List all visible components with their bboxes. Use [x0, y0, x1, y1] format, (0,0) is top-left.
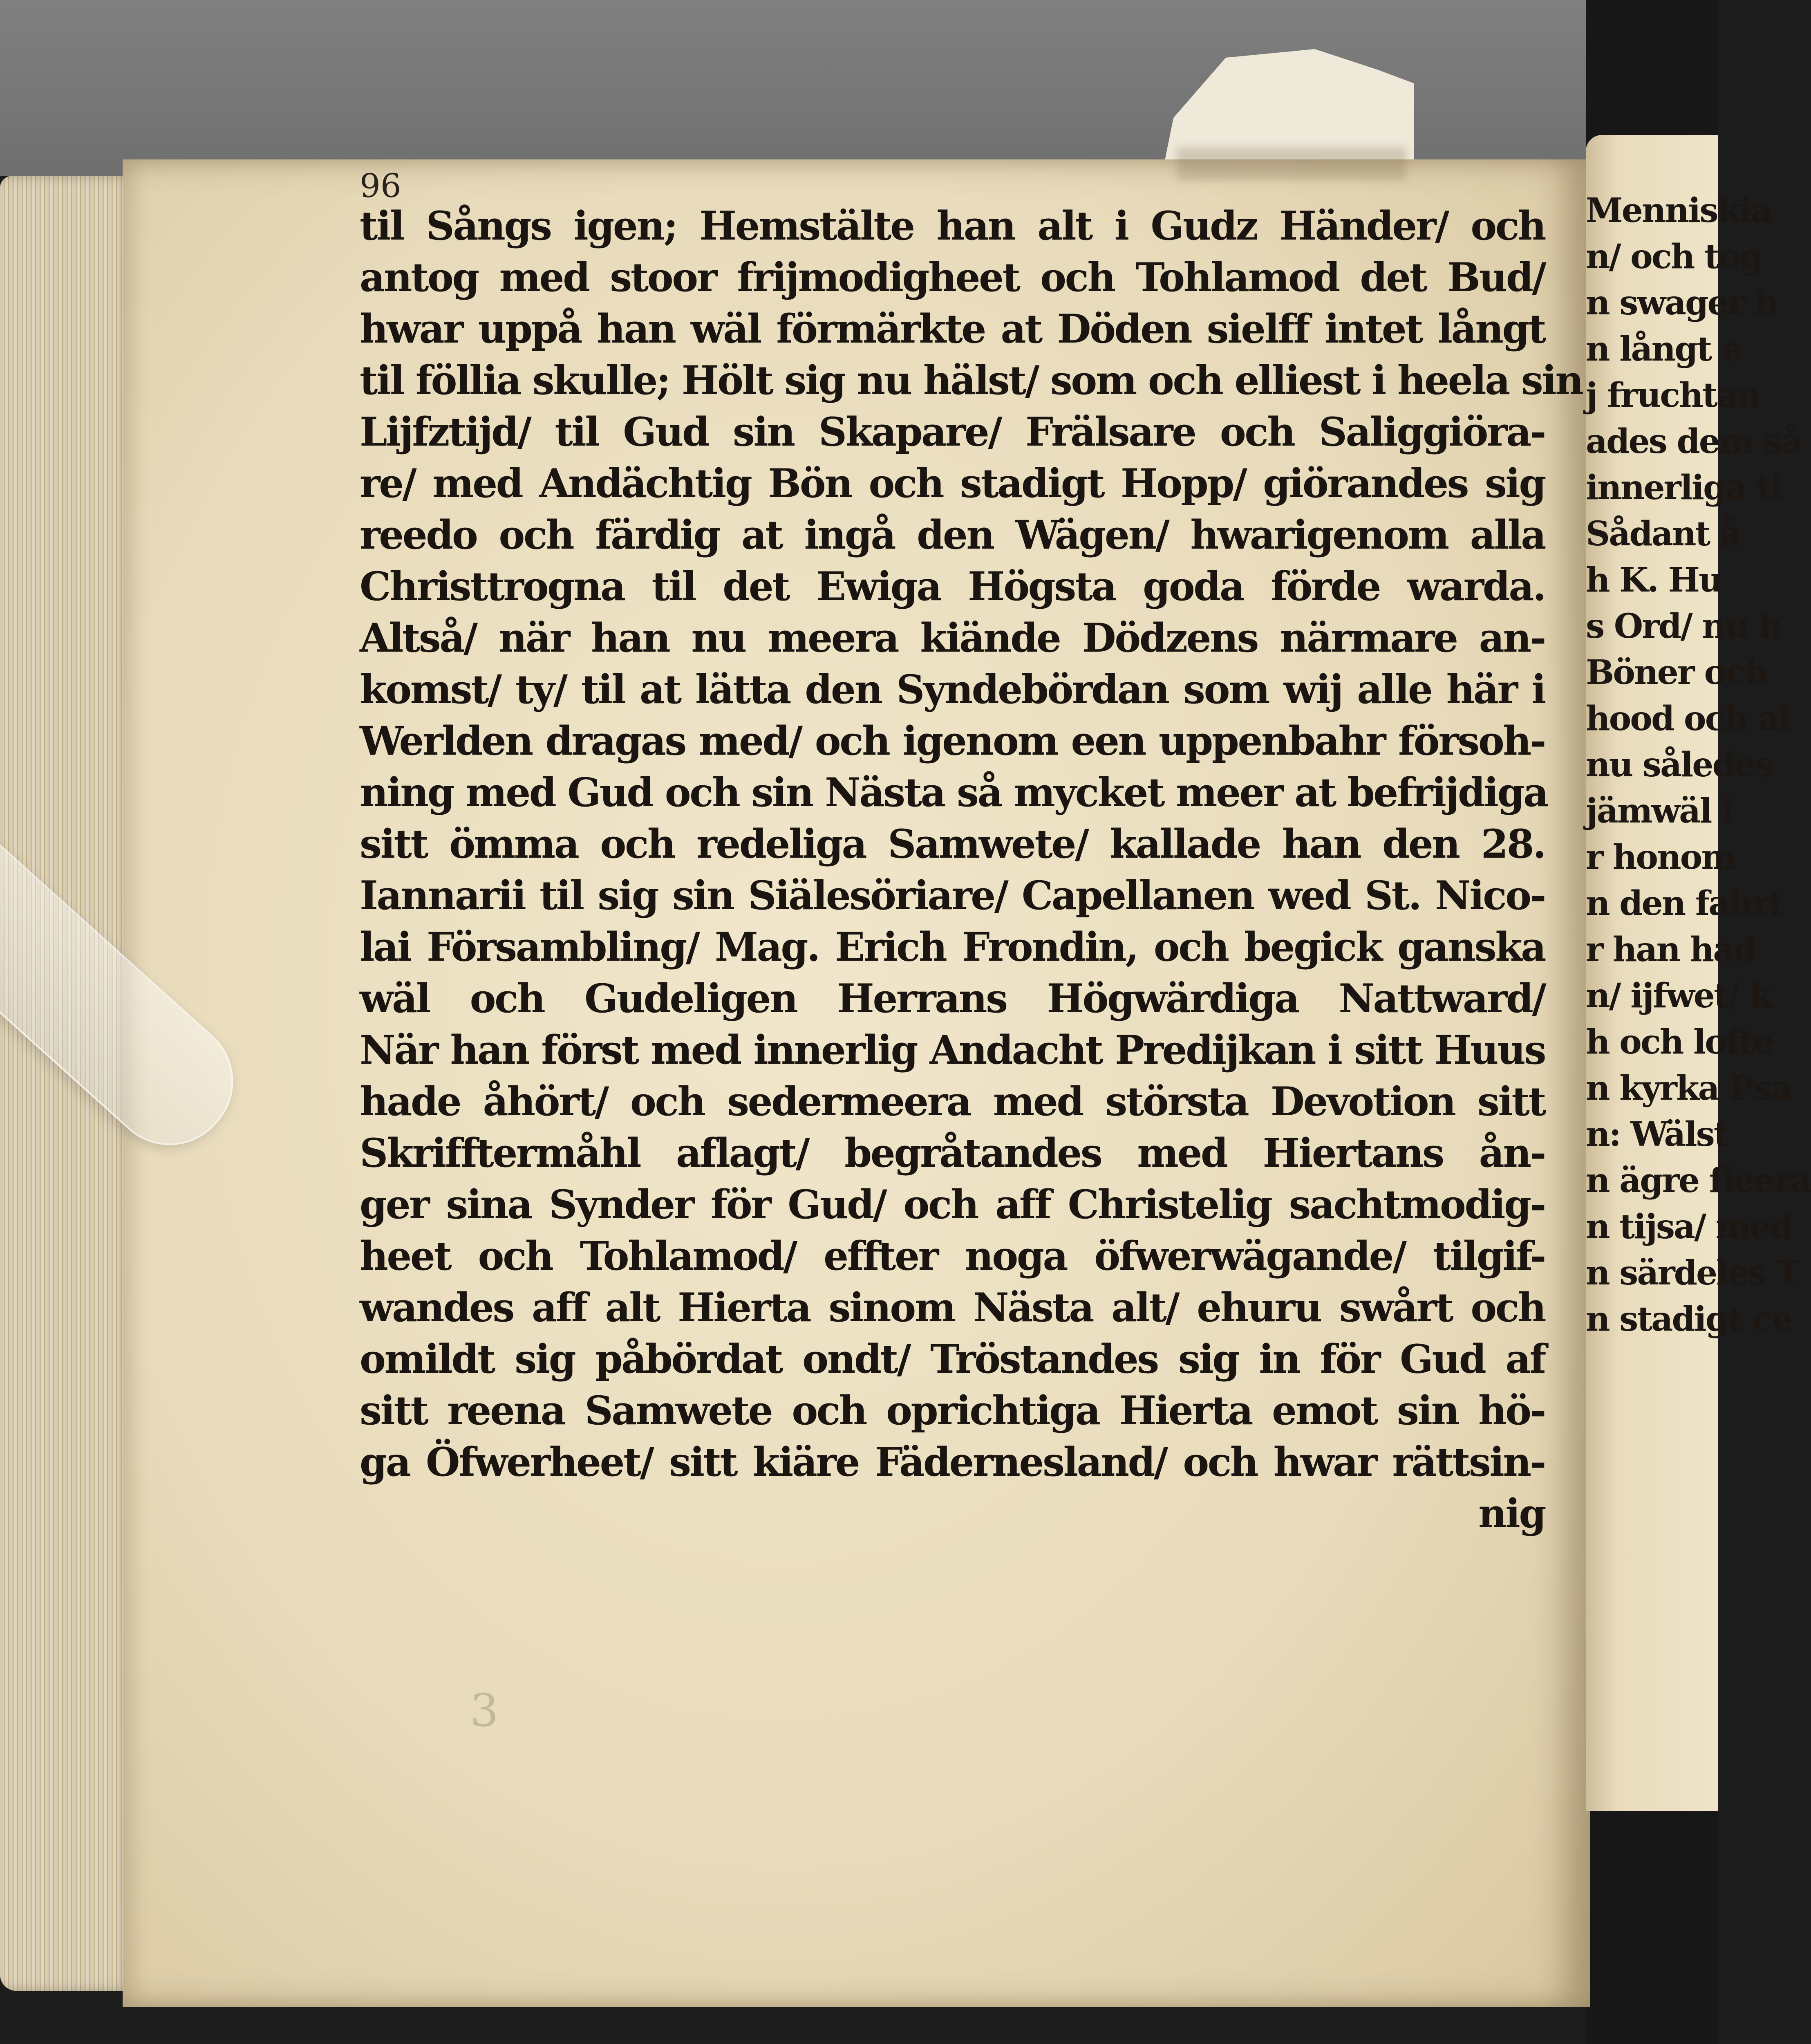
- text-line: ga Öfwerheet/ sitt kiäre Fädernesland/ och hwar rättsin-: [360, 1439, 1545, 1485]
- facing-page-line: n tijsa/ med: [1586, 1207, 1792, 1246]
- text-line: re/ med Andächtig Bön och stadigt Hopp/ giörandes sig: [360, 460, 1545, 507]
- text-line: Werlden dragas med/ och igenom een uppenbahr försoh-: [360, 718, 1545, 764]
- facing-page-line: nu således: [1586, 745, 1773, 784]
- facing-page-line: Sådant å: [1586, 514, 1740, 554]
- text-line: lai Försambling/ Mag. Erich Frondin, och begick ganska: [360, 924, 1545, 970]
- text-line: antog med stoor frijmodigheet och Tohlamod det Bud/: [360, 254, 1545, 300]
- facing-page-line: n särdeles T: [1586, 1253, 1800, 1293]
- text-line: komst/ ty/ til at lätta den Syndebördan som wij alle här i: [360, 666, 1545, 713]
- facing-page-line: r honom: [1586, 838, 1736, 877]
- facing-page-line: ades dem så: [1586, 422, 1802, 461]
- text-line: nig: [1478, 1490, 1545, 1537]
- facing-page-line: n swager h: [1586, 283, 1777, 323]
- text-line: Skrifftermåhl aflagt/ begråtandes med Hiertans ån-: [360, 1130, 1545, 1176]
- facing-page-line: j fruchtan: [1586, 376, 1760, 415]
- bookmark-shadow: [1177, 147, 1406, 180]
- facing-page-line: hood och al: [1586, 699, 1790, 738]
- facing-page-line: s Ord/ nu h: [1586, 607, 1782, 646]
- show-through-mark: 3: [470, 1684, 499, 1737]
- backdrop-top: [0, 0, 1718, 176]
- text-line: ger sina Synder för Gud/ och aff Christelig sachtmodig-: [360, 1181, 1545, 1228]
- facing-page-line: n/ och tog: [1586, 237, 1762, 276]
- text-line: heet och Tohlamod/ effter noga öfwerwägande/ tilgif-: [360, 1233, 1545, 1279]
- facing-page-line: n den fahrt: [1586, 884, 1783, 923]
- text-line: sitt ömma och redeliga Samwete/ kallade han den 28.: [360, 821, 1545, 867]
- facing-page-line: h och lofte: [1586, 1022, 1774, 1062]
- text-line: til föllia skulle; Hölt sig nu hälst/ som och elliest i heela sin: [360, 357, 1583, 403]
- recto-page: [1586, 135, 1811, 1811]
- text-line: Altså/ när han nu meera kiände Dödzens närmare an-: [360, 615, 1545, 661]
- text-line: wandes aff alt Hierta sinom Nästa alt/ ehuru swårt och: [360, 1284, 1545, 1331]
- text-line: När han först med innerlig Andacht Predijkan i sitt Huus: [360, 1027, 1545, 1073]
- text-line: ning med Gud och sin Nästa så mycket meer at befrijdiga: [360, 769, 1547, 816]
- body-text: [360, 200, 1583, 1540]
- facing-page-line: h K. Hu: [1586, 560, 1722, 600]
- text-line: sitt reena Samwete och oprichtiga Hierta emot sin hö-: [360, 1387, 1545, 1434]
- facing-page-line: n ägre fleera: [1586, 1161, 1811, 1200]
- facing-page-line: n/ ijfwet/ k: [1586, 976, 1772, 1015]
- facing-page-line: r han had: [1586, 930, 1756, 969]
- facing-page-line: Böner och: [1586, 653, 1768, 692]
- text-line: Lijfztijd/ til Gud sin Skapare/ Frälsare och Saliggiöra-: [360, 409, 1545, 455]
- facing-page-line: n kyrka Psa: [1586, 1069, 1791, 1108]
- text-line: wäl och Gudeligen Herrans Högwärdiga Nattward/: [360, 975, 1545, 1022]
- text-line: Iannarii til sig sin Siälesöriare/ Capellanen wed St. Nico-: [360, 872, 1545, 919]
- facing-page-line: n långt e: [1586, 329, 1742, 369]
- text-line: reedo och färdig at ingå den Wägen/ hwarigenom alla: [360, 512, 1545, 558]
- text-line: hwar uppå han wäl förmärkte at Döden sielff intet långt: [360, 306, 1545, 352]
- facing-page-line: n stadigt ce: [1586, 1300, 1792, 1339]
- facing-page-line: Menniskia: [1586, 191, 1771, 230]
- text-line: til Sångs igen; Hemstälte han alt i Gudz Händer/ och: [360, 203, 1545, 249]
- facing-page-line: jämwäl i: [1586, 791, 1733, 831]
- text-line: omildt sig påbördat ondt/ Tröstandes sig in för Gud af: [360, 1336, 1545, 1382]
- facing-page-line: innerliga ti: [1586, 468, 1782, 507]
- page-number: 96: [360, 167, 401, 205]
- text-line: Christtrogna til det Ewiga Högsta goda förde warda.: [360, 563, 1545, 610]
- text-line: hade åhört/ och sedermeera med största Devotion sitt: [360, 1078, 1545, 1125]
- facing-page-line: n: Wälst: [1586, 1115, 1728, 1154]
